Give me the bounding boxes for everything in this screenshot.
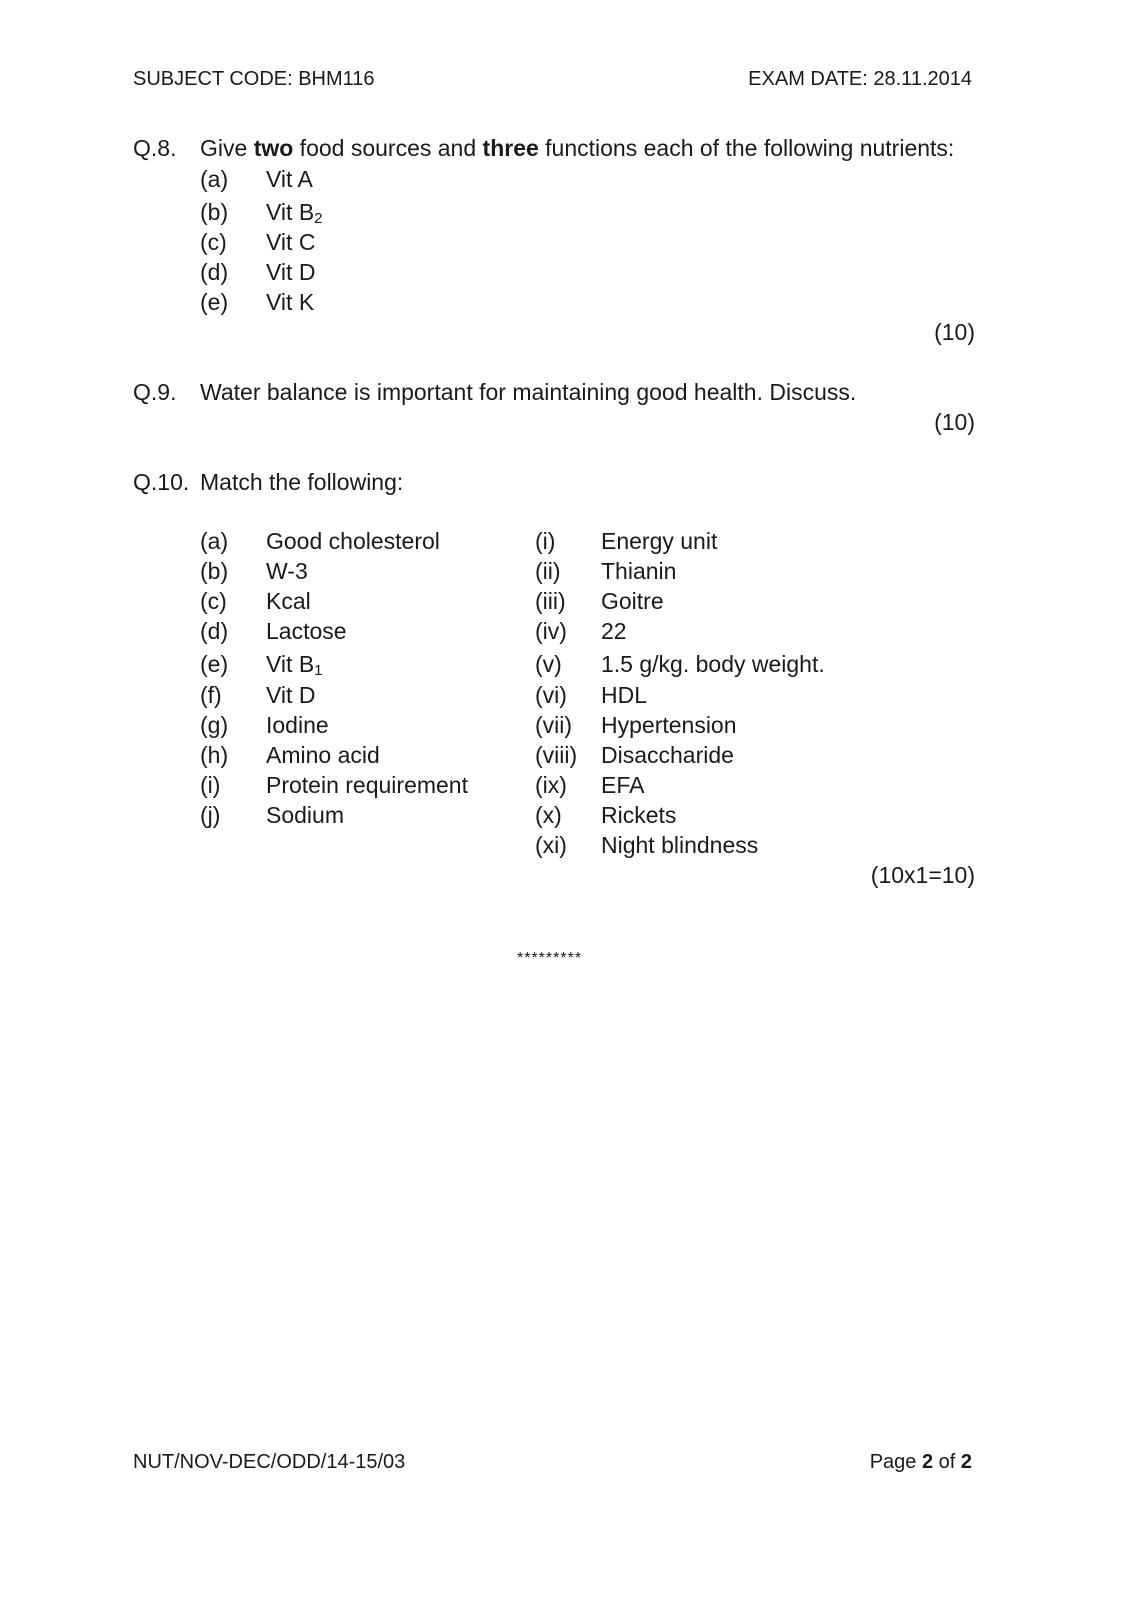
match-left-item: Kcal <box>266 588 311 614</box>
match-right-item: Goitre <box>601 588 664 614</box>
q10-marks: (10x1=10) <box>870 862 975 888</box>
match-right-label: (xi) <box>535 832 567 858</box>
match-right-item: EFA <box>601 772 645 798</box>
q8-number: Q.8. <box>133 135 177 161</box>
footer-code: NUT/NOV-DEC/ODD/14-15/03 <box>133 1451 406 1473</box>
q9-marks: (10) <box>934 409 975 435</box>
match-left-item: Sodium <box>266 802 344 828</box>
match-right-item: 1.5 g/kg. body weight. <box>601 651 825 677</box>
match-left-label: (e) <box>200 651 229 677</box>
match-right-item: HDL <box>601 682 648 708</box>
end-separator: ********* <box>517 950 583 967</box>
match-left-item: Vit D <box>266 682 316 708</box>
match-right-item: Rickets <box>601 802 677 828</box>
q8-option-text: Vit C <box>266 229 316 255</box>
match-left-item: Amino acid <box>266 742 380 768</box>
q8-marks: (10) <box>934 319 975 345</box>
match-left-label: (j) <box>200 802 221 828</box>
q9-number: Q.9. <box>133 379 177 405</box>
match-right-item: Thianin <box>601 558 677 584</box>
match-right-label: (ii) <box>535 558 561 584</box>
match-left-label: (b) <box>200 558 229 584</box>
page-number: Page 2 of 2 <box>869 1451 972 1473</box>
match-right-label: (ix) <box>535 772 567 798</box>
match-left-label: (h) <box>200 742 229 768</box>
match-left-label: (d) <box>200 618 229 644</box>
q9-text: Water balance is important for maintaining good health. Discuss. <box>200 379 857 405</box>
match-right-label: (viii) <box>535 742 578 768</box>
match-right-label: (vi) <box>535 682 567 708</box>
match-left-label: (i) <box>200 772 221 798</box>
match-left-item: Good cholesterol <box>266 528 440 554</box>
match-left-item: Vit $B_1$ <box>266 651 323 679</box>
match-right-item: 22 <box>601 618 627 644</box>
q8-option-label: (e) <box>200 289 229 315</box>
q8-option-label: (c) <box>200 229 227 255</box>
match-left-item: Lactose <box>266 618 347 644</box>
match-right-item: Energy unit <box>601 528 718 554</box>
exam-date: EXAM DATE: 28.11.2014 <box>748 68 972 90</box>
match-left-label: (f) <box>200 682 222 708</box>
match-right-item: Night blindness <box>601 832 759 858</box>
subject-code: SUBJECT CODE: BHM116 <box>133 68 375 90</box>
match-left-label: (c) <box>200 588 227 614</box>
q8-option-text: Vit K <box>266 289 315 315</box>
match-right-label: (v) <box>535 651 562 677</box>
q8-option-text: Vit A <box>266 166 313 192</box>
q8-option-text: Vit $B_2$ <box>266 199 323 227</box>
q10-number: Q.10. <box>133 469 190 495</box>
match-right-label: (vii) <box>535 712 573 738</box>
match-right-label: (iii) <box>535 588 566 614</box>
q8-text: Give two food sources and three functions each of the following nutrients: <box>200 135 955 161</box>
q8-option-label: (a) <box>200 166 229 192</box>
match-right-item: Hypertension <box>601 712 737 738</box>
match-right-label: (iv) <box>535 618 567 644</box>
match-left-item: W-3 <box>266 558 308 584</box>
match-left-item: Protein requirement <box>266 772 468 798</box>
q8-option-text: Vit D <box>266 259 316 285</box>
q8-option-label: (d) <box>200 259 229 285</box>
match-right-label: (i) <box>535 528 556 554</box>
match-right-item: Disaccharide <box>601 742 734 768</box>
match-left-item: Iodine <box>266 712 329 738</box>
match-right-label: (x) <box>535 802 562 828</box>
match-left-label: (g) <box>200 712 229 738</box>
q8-option-label: (b) <box>200 199 229 225</box>
q10-text: Match the following: <box>200 469 404 495</box>
match-left-label: (a) <box>200 528 229 554</box>
